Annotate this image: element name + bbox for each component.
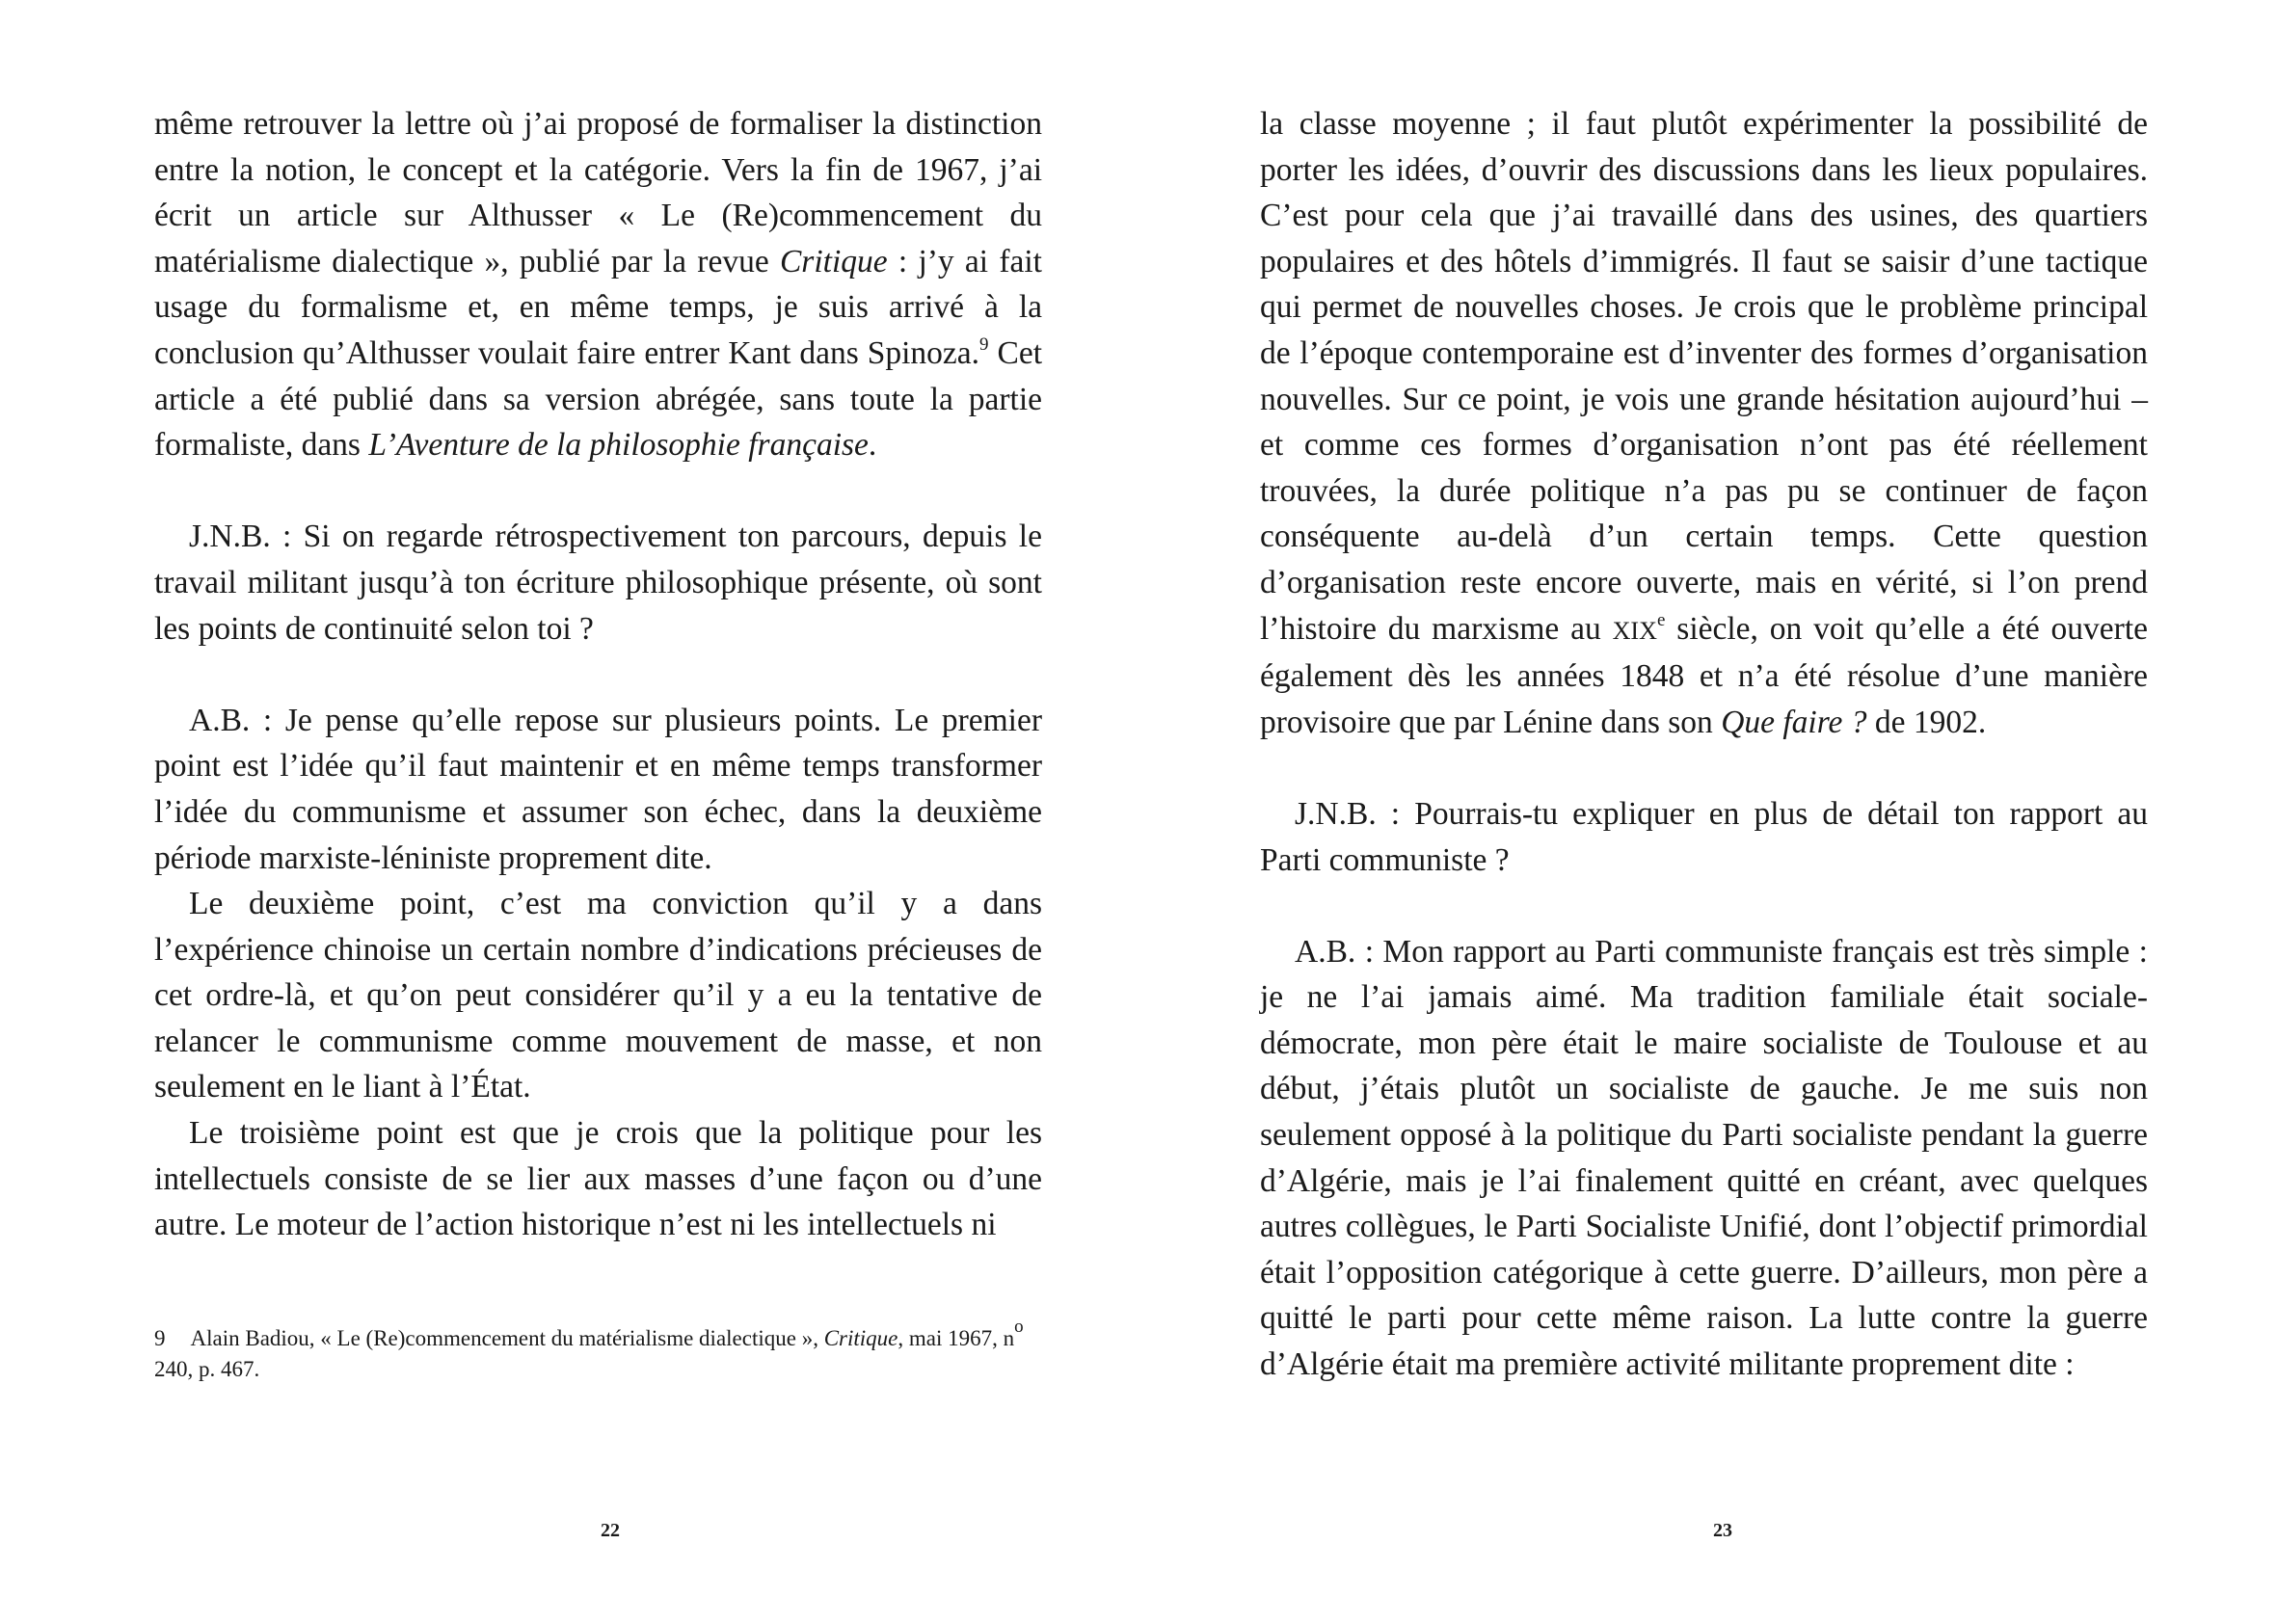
- paragraph: même retrouver la lettre où j’ai proposé de formaliser la distinction entre la notion, le concept et la catégorie. Vers la fin de 1967, j’ai écrit un article sur Althusser « Le (Re)commencement du matérialisme dialectique », publié par la revue Critique : j’y ai fait usage du formalisme et, en même temps, je suis arrivé à la conclusion qu’Althusser voulait faire entrer Kant dans Spinoza.$^9$ Cet article a été publié dans sa version abrégée, sans toute la partie formaliste, dans L’Aventure de la philosophie française.: [154, 106, 1042, 464]
- right-page-body: [1260, 101, 2148, 1388]
- book-title: L’Aventure de la philosophie française: [368, 427, 869, 464]
- footnote: 9 Alain Badiou, « Le (Re)commencement du matérialisme dialectique », Critique, mai 1967, $n^o$ 240, p. 467.: [154, 1317, 1024, 1381]
- footnote-reference[interactable]: 9: [979, 333, 989, 355]
- paragraph: la classe moyenne ; il faut plutôt expérimenter la possibilité de porter les idées, d’ouvrir des discussions dans les lieux populaires. C’est pour cela que j’ai travaillé dans des usines, des quartiers populaires et des hôtels d’immigrés. Il faut se saisir d’une tactique qui permet de nouvelles choses. Je crois que le problème principal de l’époque contemporaine est d’inventer des formes d’organisation nouvelles. Sur ce point, je vois une grande hésitation aujourd’hui – et comme ces formes d’organisation n’ont pas été réellement trouvées, la durée politique n’a pas pu se continuer de façon conséquente au-delà d’un certain temps. Cette question d’organisation reste encore ouverte, mais en vérité, si l’on prend l’histoire du marxisme au XIXe siècle, on voit qu’elle a été ouverte également dès les années 1848 et n’a été résolue d’une manière provisoire que par Lénine dans son Que faire ? de 1902.: [1260, 106, 2148, 740]
- paragraph: Le troisième point est que je crois que la politique pour les intellectuels consiste de se lier aux masses d’une façon ou d’une autre. Le moteur de l’action historique n’est ni les intellectuels ni: [154, 1115, 1042, 1243]
- left-page-body: [154, 101, 1042, 1248]
- page-number: 22: [601, 1520, 620, 1541]
- paragraph: Le deuxième point, c’est ma conviction qu’il y a dans l’expérience chinoise un certain nombre d’indications précieuses de cet ordre-là, et qu’on peut considérer qu’il y a eu la tentative de relancer le communisme comme mouvement de masse, et non seulement en le liant à l’État.: [154, 886, 1042, 1105]
- century-numeral: XIX: [1612, 616, 1657, 645]
- journal-title: Critique: [779, 243, 888, 280]
- book-title: Que faire ?: [1721, 704, 1867, 740]
- paragraph-gap: [154, 468, 1042, 515]
- footnote-number: 9: [154, 1326, 166, 1350]
- answer-paragraph: A.B. : Mon rapport au Parti communiste français est très simple : je ne l’ai jamais aimé. Ma tradition familiale était sociale-démocrate, mon père était le maire socialiste de Toulouse et au début, j’étais plutôt un socialiste de gauche. Je me suis non seulement opposé à la politique du Parti socialiste pendant la guerre d’Algérie, mais je l’ai finalement quitté en créant, avec quelques autres collègues, le Parti Socialiste Unifié, dont l’objectif primordial était l’opposition catégorique à cette guerre. D’ailleurs, mon père a quitté le parti pour cette même raison. La lutte contre la guerre d’Algérie était ma première activité militante proprement dite :: [1260, 933, 2148, 1383]
- paragraph-gap: [1260, 883, 2148, 929]
- question-paragraph: J.N.B. : Pourrais-tu expliquer en plus de détail ton rapport au Parti communiste ?: [1260, 795, 2148, 878]
- paragraph-gap: [1260, 745, 2148, 791]
- paragraph-gap: [154, 652, 1042, 698]
- page-number: 23: [1713, 1520, 1732, 1541]
- answer-paragraph: A.B. : Je pense qu’elle repose sur plusieurs points. Le premier point est l’idée qu’il faut maintenir et en même temps transformer l’idée du communisme et assumer son échec, dans la deuxième période marxiste-léniniste proprement dite.: [154, 702, 1042, 876]
- left-page: [0, 0, 1138, 1624]
- right-page: [1138, 0, 2277, 1624]
- question-paragraph: J.N.B. : Si on regarde rétrospectivement ton parcours, depuis le travail militant jusqu’à ton écriture philosophique présente, où sont les points de continuité selon toi ?: [154, 519, 1042, 647]
- journal-title: Critique: [823, 1326, 898, 1350]
